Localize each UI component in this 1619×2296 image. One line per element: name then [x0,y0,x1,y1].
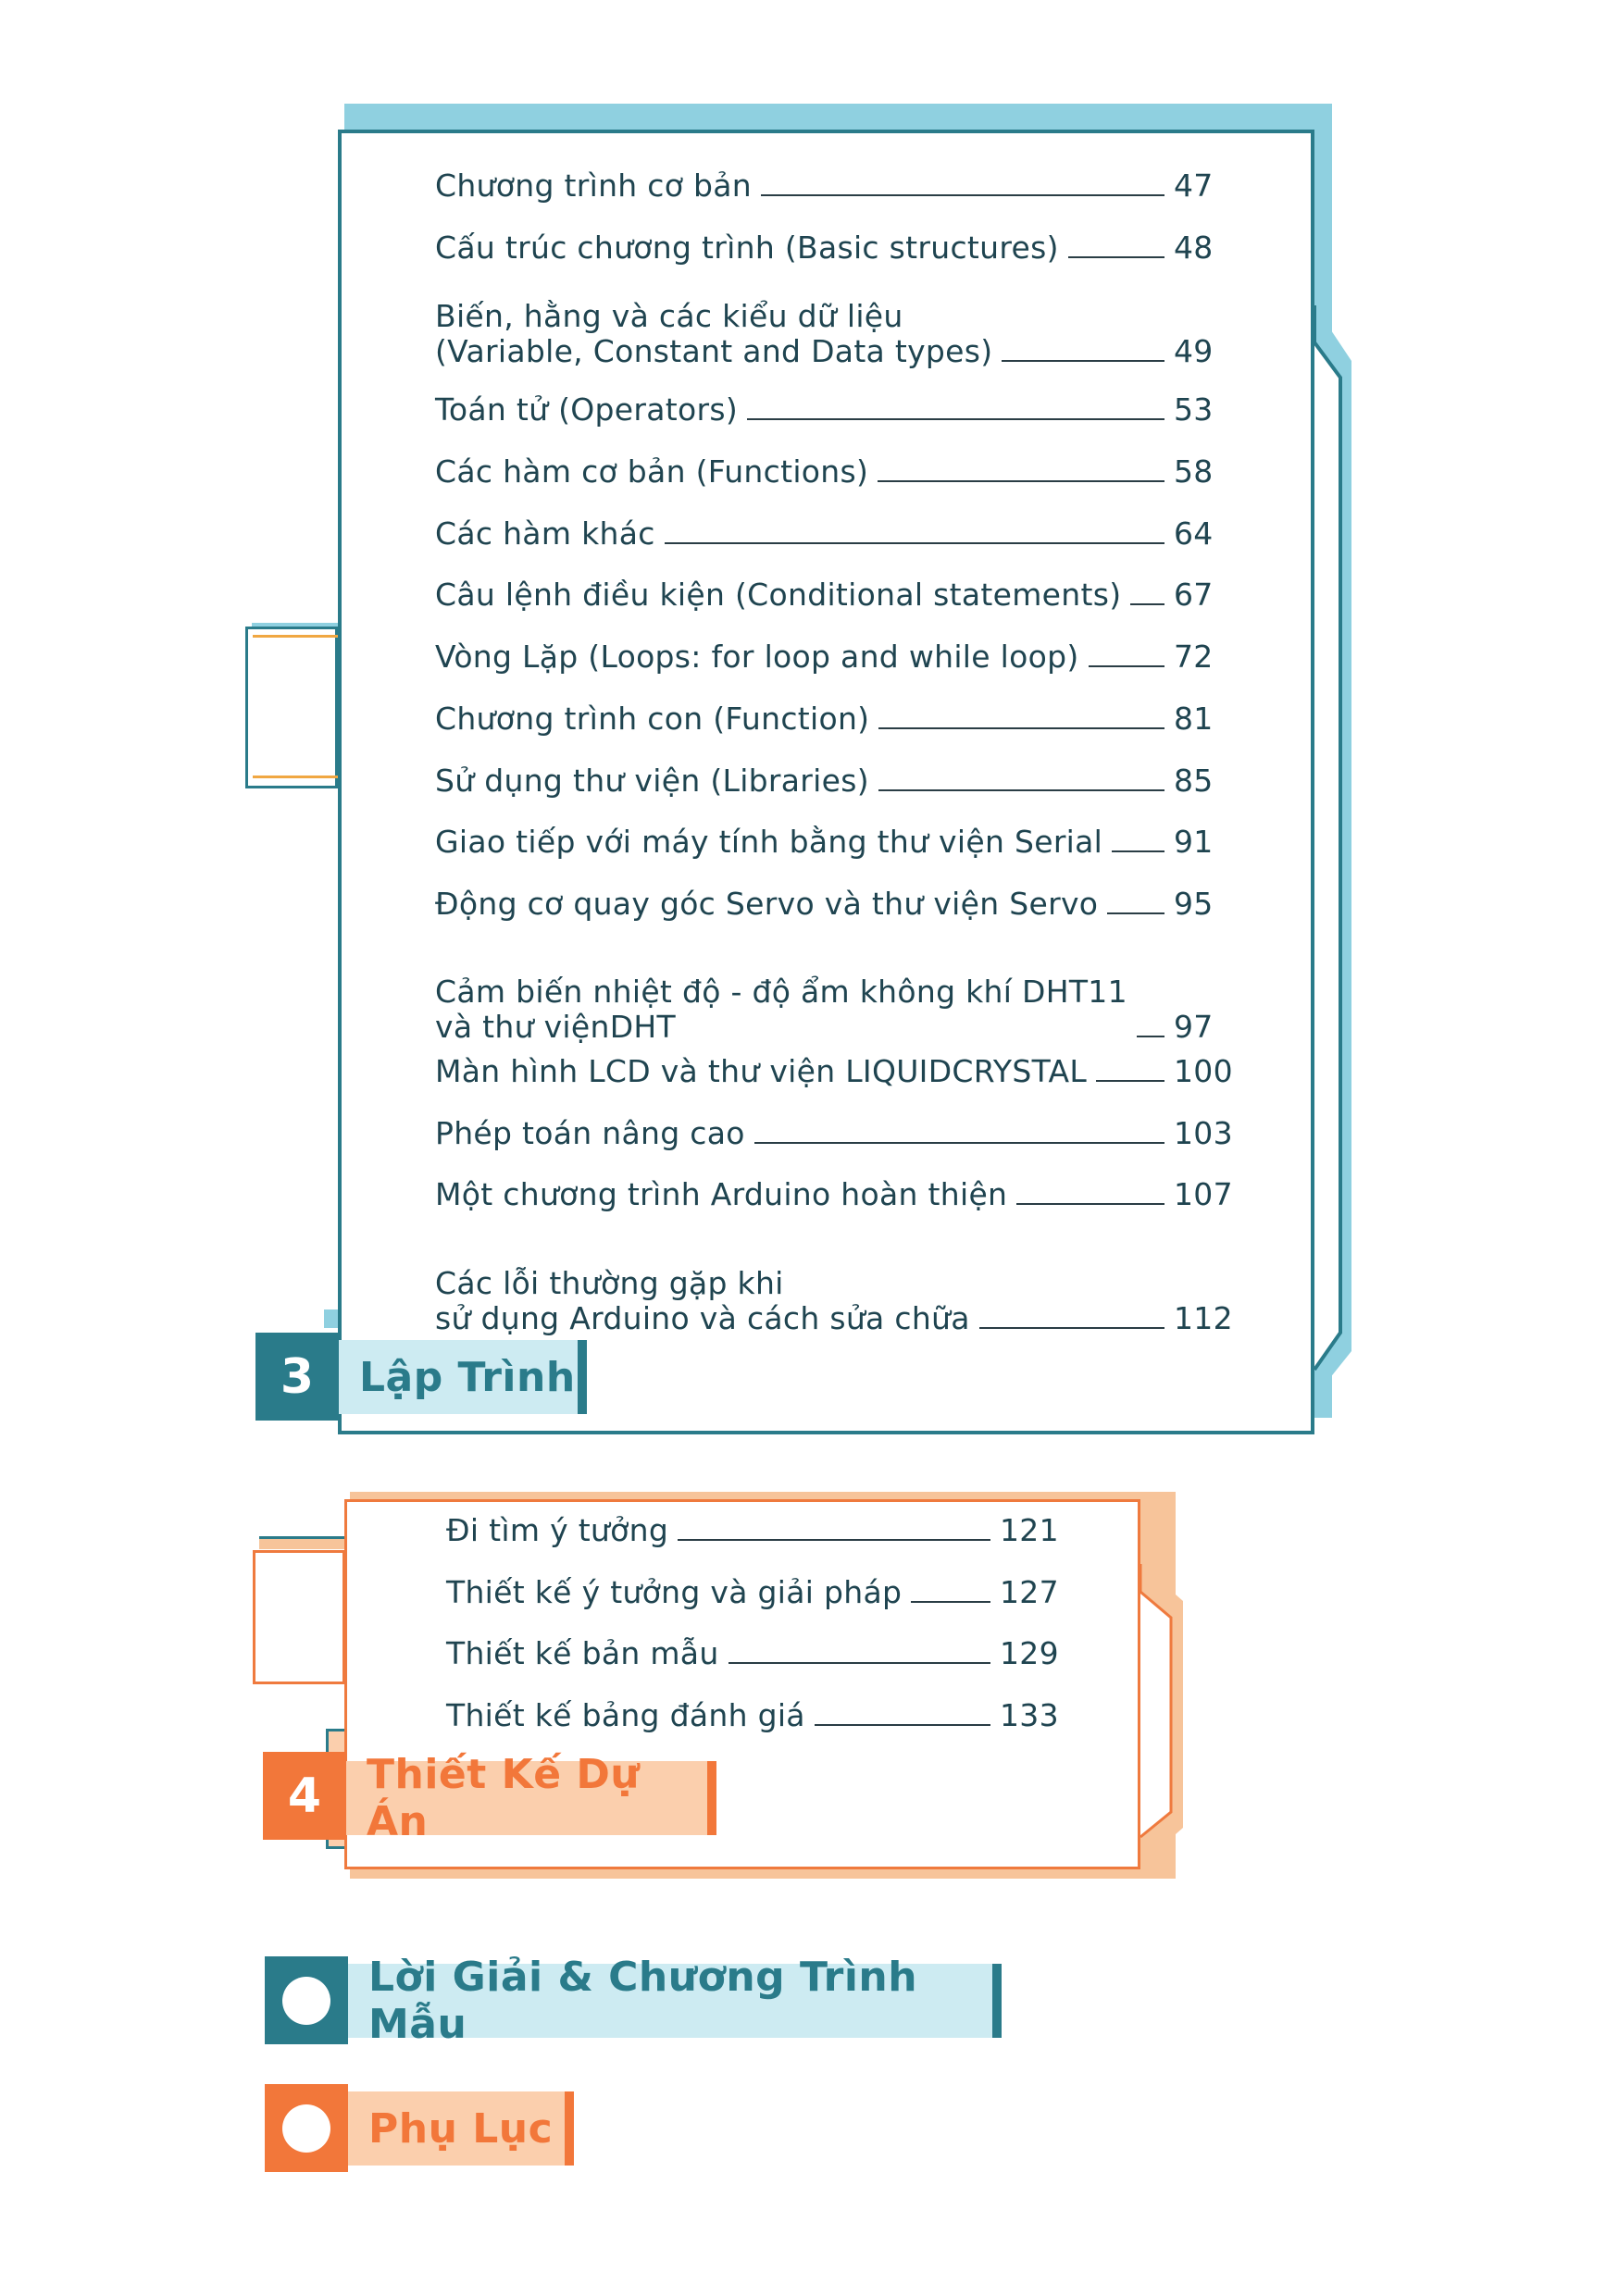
toc-item-title: Các lỗi thường gặp khi sử dụng Arduino và cách sửa chữa [435,1265,970,1336]
toc-leader-line [761,194,1164,196]
chapter3-number-badge [255,1333,339,1421]
toc-item-page: 100 [1174,1053,1233,1089]
chapter4-toc-item[interactable] [446,1697,1059,1733]
toc-item-title: Toán tử (Operators) [435,391,739,428]
chapter3-toc-item[interactable] [435,1115,1233,1151]
toc-leader-line [729,1662,990,1664]
chapter3-toc-item[interactable] [435,454,1222,490]
chapter3-toc-item[interactable] [435,887,1222,922]
toc-item-page: 103 [1174,1115,1233,1151]
toc-item-title: Sử dụng thư viện (Libraries) [435,763,869,799]
toc-item-title: Một chương trình Arduino hoàn thiện [435,1176,1008,1212]
toc-item-title: Cấu trúc chương trình (Basic structures) [435,230,1059,266]
appendix-badge [265,2084,348,2172]
chapter3-toc-item[interactable] [435,516,1222,552]
toc-item-page: 133 [1000,1697,1059,1733]
toc-item-page: 47 [1174,168,1214,204]
appendix-circle-icon [282,2104,330,2153]
toc-item-page: 85 [1174,763,1214,799]
toc-item-title: Đi tìm ý tưởng [446,1512,669,1548]
toc-leader-line [911,1601,990,1603]
toc-item-page: 129 [1000,1635,1059,1671]
toc-leader-line [878,480,1164,482]
chapter3-side-tab-lines [253,635,338,778]
toc-item-title: Câu lệnh điều kiện (Conditional statements) [435,577,1122,613]
toc-leader-line [747,418,1164,420]
toc-item-title: Giao tiếp với máy tính bằng thư viện Serial [435,824,1103,860]
toc-leader-line [878,789,1164,791]
toc-leader-line [1089,665,1164,667]
toc-leader-line [1096,1080,1164,1082]
chapter3-label-accent [324,1309,338,1328]
toc-item-title: Các hàm cơ bản (Functions) [435,453,869,490]
toc-leader-line [1068,256,1164,258]
toc-leader-line [979,1327,1164,1329]
toc-item-page: 67 [1174,577,1214,613]
chapter3-number: 3 [280,1348,315,1405]
toc-leader-line [1107,912,1164,914]
chapter3-toc-item[interactable] [435,825,1222,860]
toc-item-page: 107 [1174,1176,1233,1212]
toc-leader-line [1112,850,1164,852]
chapter4-side-tab [253,1550,345,1684]
toc-leader-line [878,727,1164,729]
toc-item-title: Thiết kế bản mẫu [446,1635,719,1671]
toc-item-title: Biến, hằng và các kiểu dữ liệu (Variable, Constant and Data types) [435,298,993,369]
toc-item-title: Các hàm khác [435,515,655,552]
toc-item-page: 121 [1000,1512,1059,1548]
toc-item-title: Phép toán nâng cao [435,1115,745,1151]
toc-item-page: 81 [1174,701,1214,737]
toc-leader-line [1016,1203,1164,1205]
toc-item-page: 58 [1174,453,1214,490]
chapter4-title-label [346,1751,716,1845]
toc-leader-line [665,542,1164,544]
toc-item-title: Thiết kế bảng đánh giá [446,1697,805,1733]
toc-item-title: Chương trình cơ bản [435,168,753,204]
chapter4-toc-item[interactable] [446,1512,1059,1548]
toc-item-page: 91 [1174,824,1214,860]
toc-item-title: Màn hình LCD và thư viện LIQUIDCRYSTAL [435,1053,1088,1089]
solutions-title-label [348,1954,1002,2048]
toc-item-title: Vòng Lặp (Loops: for loop and while loop) [435,639,1079,675]
appendix-title: Phụ Lục [368,2104,554,2153]
toc-leader-line [678,1539,990,1541]
chapter3-toc-item[interactable] [435,230,1222,266]
chapter3-title-label [339,1340,587,1414]
toc-item-page: 95 [1174,886,1214,922]
solutions-title: Lời Giải & Chương Trình Mẫu [368,1954,918,2048]
toc-item-page: 48 [1174,230,1214,266]
chapter3-toc-item[interactable] [435,299,1222,369]
chapter4-number-badge [263,1752,346,1840]
chapter3-toc-item[interactable] [435,1265,1233,1336]
toc-item-page: 72 [1174,639,1214,675]
toc-leader-line [815,1724,990,1726]
toc-item-title: Động cơ quay góc Servo và thư viện Servo [435,886,1099,922]
chapter4-title: Thiết Kế Dự Án [367,1751,641,1845]
chapter3-toc-item[interactable] [435,639,1222,675]
toc-leader-line [754,1142,1164,1144]
toc-item-page: 64 [1174,515,1214,552]
chapter3-toc-item[interactable] [435,1053,1233,1089]
chapter4-toc-item[interactable] [446,1574,1059,1610]
toc-item-page: 53 [1174,391,1214,428]
chapter3-toc-item[interactable] [435,763,1222,799]
chapter4-number: 4 [287,1768,322,1824]
appendix-title-label [348,2091,574,2166]
toc-item-page: 112 [1174,1300,1233,1336]
toc-item-title: Cảm biến nhiệt độ - độ ẩm không khí DHT11 và thư việnDHT [435,974,1127,1045]
chapter3-toc-item[interactable] [435,577,1222,613]
chapter4-tab-accent [259,1536,345,1549]
toc-item-page: 127 [1000,1574,1059,1610]
chapter3-toc-item[interactable] [435,168,1222,204]
chapter4-box-edge [1129,1564,1185,1869]
chapter3-toc-item[interactable] [435,974,1222,1045]
chapter4-toc-item[interactable] [446,1635,1059,1671]
chapter3-toc-item[interactable] [435,392,1222,428]
toc-leader-line [1002,360,1164,362]
chapter3-toc-item[interactable] [435,701,1222,737]
toc-item-page: 49 [1174,333,1214,369]
chapter3-title: Lập Trình [359,1353,576,1401]
chapter3-box-edge [1296,305,1351,1416]
toc-leader-line [1137,1036,1164,1037]
toc-item-title: Chương trình con (Function) [435,701,870,737]
solutions-badge [265,1956,348,2044]
solutions-circle-icon [282,1977,330,2025]
chapter3-toc-item[interactable] [435,1176,1233,1212]
toc-item-page: 97 [1174,1009,1214,1045]
toc-item-title: Thiết kế ý tưởng và giải pháp [446,1574,903,1610]
toc-leader-line [1130,603,1164,605]
